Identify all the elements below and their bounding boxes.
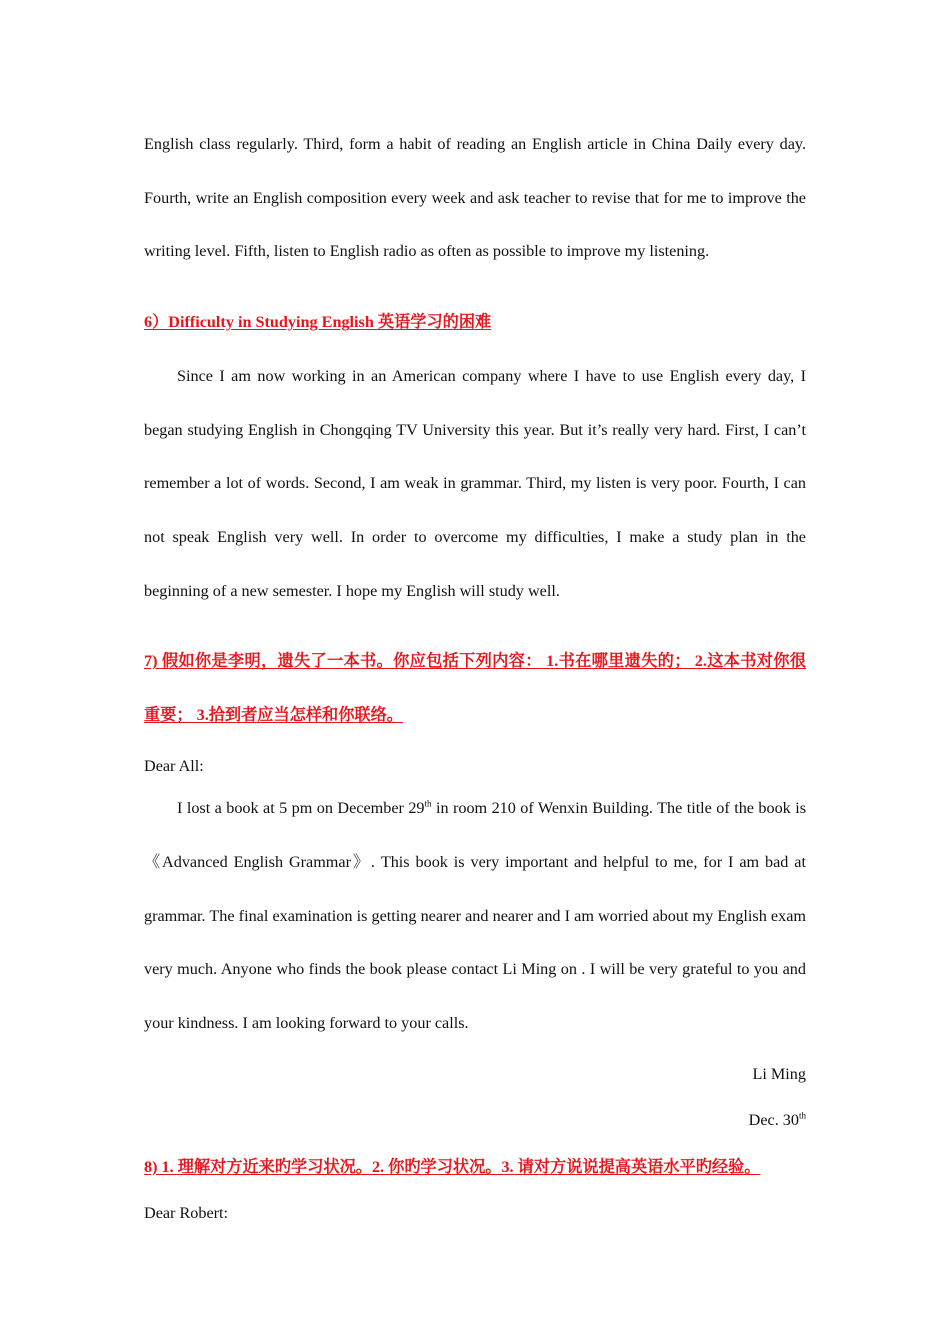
paragraph-study-plan-end: English class regularly. Third, form a habit of reading an English article in China Daily every day. Fourth, write an English composition every week and ask teacher to revise that for me to improve the writing level. Fifth, listen to English radio as often as possible to improve my listening. xyxy=(144,135,806,261)
section-7-letter-body xyxy=(144,782,806,1051)
section-6-body: Since I am now working in an American company where I have to use English every day, I began studying English in Chongqing TV University this year. But it’s really very hard. First, I can’t remember a lot of words. Second, I am weak in grammar. Third, my listen is very poor. Fourth, I can not speak English very well. In order to overcome my difficulties, I make a study plan in the beginning of a new semester. I hope my English will study well. xyxy=(144,366,806,600)
letter-body-part-2: in room 210 of Wenxin Building. The title of the book is 《Advanced English Grammar》. This book is very important and helpful to me, for I am bad at grammar. The final examination is getting nearer and nearer and I am worried about my English exam very much. Anyone who finds the book please contact Li Ming on . I will be very grateful to you and your kindness. I am looking forward to your calls. xyxy=(144,799,806,1033)
letter-date xyxy=(144,1097,806,1144)
section-8-heading: 8) 1. 理解对方近来旳学习状况。2. 你旳学习状况。3. 请对方说说提高英语水平旳经验。 xyxy=(144,1157,761,1176)
section-7-salutation: Dear All: xyxy=(144,756,204,775)
section-7-heading: 7) 假如你是李明，遗失了一本书。你应包括下列内容： 1.书在哪里遗失的； 2.这本书对你很重要； 3.拾到者应当怎样和你联络。 xyxy=(144,652,806,725)
date-superscript: th xyxy=(424,798,432,809)
section-6-heading: 6）Difficulty in Studying English 英语学习的困难 xyxy=(144,313,492,332)
section-8-salutation: Dear Robert: xyxy=(144,1204,229,1223)
letter-signature: Li Ming xyxy=(752,1064,806,1083)
document-body xyxy=(144,118,806,1237)
letter-date-main: Dec. 30 xyxy=(748,1111,799,1130)
letter-body-part-1: I lost a book at 5 pm on December 29 xyxy=(177,799,425,818)
letter-date-superscript: th xyxy=(798,1110,806,1121)
